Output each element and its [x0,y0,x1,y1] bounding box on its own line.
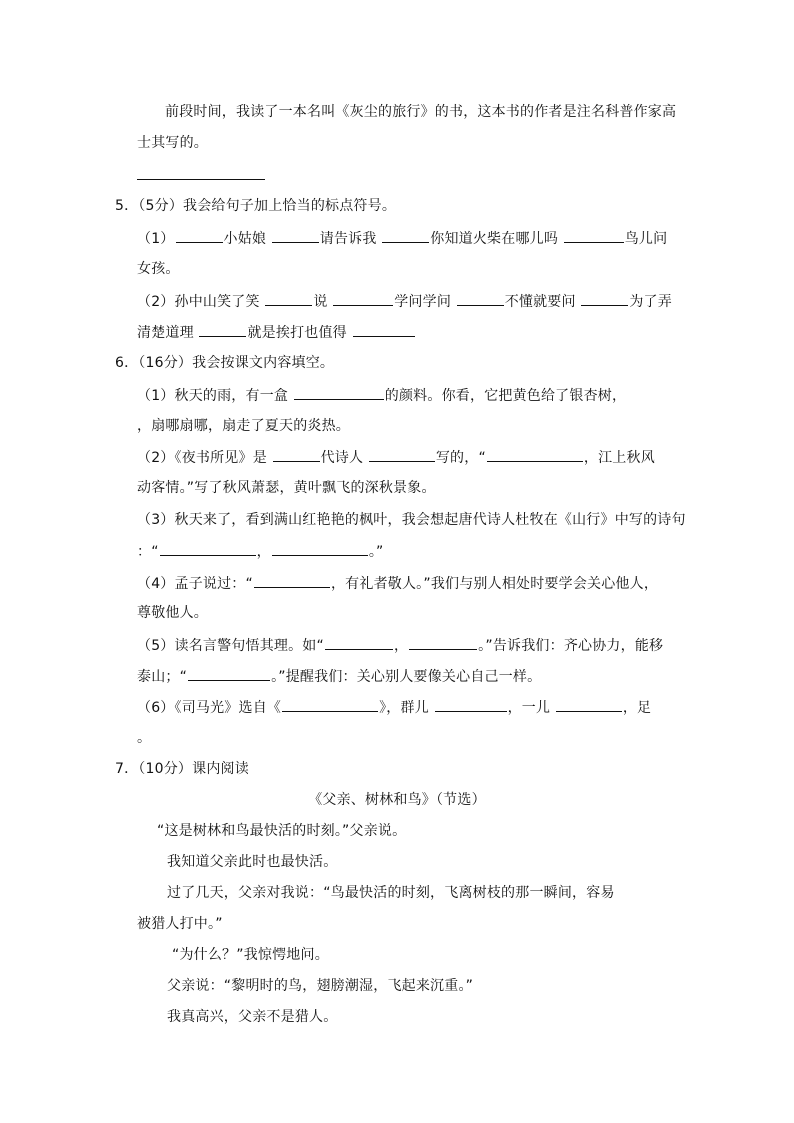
q5-sentence-2 [137,291,672,311]
q5-s2-label: （2）孙中山笑了笑 [137,294,260,310]
passage-paragraph-3: 过了几天，父亲对我说：“鸟最快活的时刻，飞离树枝的那一瞬间，容易 [167,885,615,901]
blank[interactable] [556,697,622,712]
text: ，江上秋风 [583,450,655,466]
text: 鸟儿问 [624,231,668,247]
blank[interactable] [272,228,319,243]
text: ， [393,638,409,654]
intro-line-1: 前段时间，我读了一本名叫《灰尘的旅行》的书，这本书的作者是注名科普作家高 [165,104,677,120]
text: 泰山；“ [137,669,188,685]
blank[interactable] [409,635,477,650]
q7-heading: 7．（10分）课内阅读 [115,761,249,777]
passage-paragraph-3-cont: 被猎人打中。” [137,916,223,932]
blank[interactable] [282,697,378,712]
text: 小姑娘 [223,231,267,247]
text: （4）孟子说过：“ [137,576,253,592]
text: 写的，“ [435,450,486,466]
passage-paragraph-1: “这是树林和鸟最快活的时刻。”父亲说。 [157,823,407,839]
text: ，足 [622,700,652,716]
q6-item-3: （3）秋天来了，看到满山红艳艳的枫叶，我会想起唐代诗人杜牧在《山行》中写的诗句 [137,512,686,528]
q5-sentence-1-cont: 女孩。 [137,261,180,277]
text: 学问学问 [394,294,452,310]
text: ， [256,544,271,560]
text: 说 [313,294,328,310]
blank[interactable] [457,291,504,306]
blank[interactable] [382,228,429,243]
q5-heading: 5．（5分）我会给句子加上恰当的标点符号。 [115,198,397,214]
passage-title: 《父亲、树林和鸟》（节选） [308,792,486,808]
text: 为了弄 [629,294,672,310]
blank[interactable] [353,322,415,337]
blank[interactable] [272,541,368,556]
text: 不懂就要问 [504,294,576,310]
intro-line-2: 士其写的。 [137,135,208,151]
q6-item-3-cont [137,541,384,561]
passage-paragraph-6: 我真高兴，父亲不是猎人。 [167,1009,338,1025]
q6-item-5-cont [137,666,541,686]
q6-item-5 [137,635,663,655]
blank[interactable] [369,447,435,462]
text: 代诗人 [320,450,364,466]
text: 你知道火柴在哪儿吗 [430,231,559,247]
blank[interactable] [176,228,223,243]
text: 。”告诉我们：齐心协力，能移 [478,638,664,654]
q6-heading: 6．（16分）我会按课文内容填空。 [115,355,335,371]
blank[interactable] [254,573,330,588]
q6-item-1 [137,385,626,405]
blank[interactable] [581,291,628,306]
text: 就是挨打也值得 [247,325,347,341]
q6-item-4-cont: 尊敬他人。 [137,605,208,621]
text: ：“ [137,544,159,560]
q6-item-4 [137,573,658,593]
text: （2）《夜书所见》是 [137,450,267,466]
passage-paragraph-2: 我知道父亲此时也最快活。 [167,854,338,870]
text: ，一儿 [507,700,551,716]
text: 的颜料。你看，它把黄色给了银杏树， [384,388,627,404]
q5-sentence-1 [137,228,667,248]
blank[interactable] [160,541,256,556]
text: 清楚道理 [137,325,194,341]
text: ，有礼者敬人。”我们与别人相处时要学会关心他人， [330,576,659,592]
q6-item-6 [137,697,651,717]
passage-paragraph-4: “为什么？”我惊愕地问。 [172,947,329,963]
blank[interactable] [188,666,270,681]
text: 。” [368,544,384,560]
text: （6）《司马光》选自《 [137,700,282,716]
passage-paragraph-5: 父亲说：“黎明时的鸟，翅膀潮湿，飞起来沉重。” [167,978,474,994]
q6-item-2-cont: 动客情。”写了秋风萧瑟，黄叶飘飞的深秋景象。 [137,480,436,496]
q6-item-1-cont: ，扇哪扇哪，扇走了夏天的炎热。 [137,418,350,434]
text: 》，群儿 [379,700,429,716]
blank[interactable] [265,291,312,306]
blank[interactable] [435,697,507,712]
text: （1）秋天的雨，有一盒 [137,388,289,404]
blank[interactable] [333,291,393,306]
blank[interactable] [325,635,393,650]
answer-line[interactable] [137,179,265,180]
q6-item-2 [137,447,655,467]
q6-item-6-cont: 。 [137,730,152,746]
q5-s1-label: （1） [137,231,175,247]
q5-sentence-2-cont [137,322,416,342]
blank[interactable] [564,228,624,243]
text: （5）读名言警句悟其理。如“ [137,638,324,654]
blank[interactable] [294,385,384,400]
blank[interactable] [487,447,583,462]
blank[interactable] [273,447,320,462]
text: 请告诉我 [319,231,377,247]
blank[interactable] [199,322,246,337]
text: 。”提醒我们：关心别人要像关心自己一样。 [271,669,542,685]
